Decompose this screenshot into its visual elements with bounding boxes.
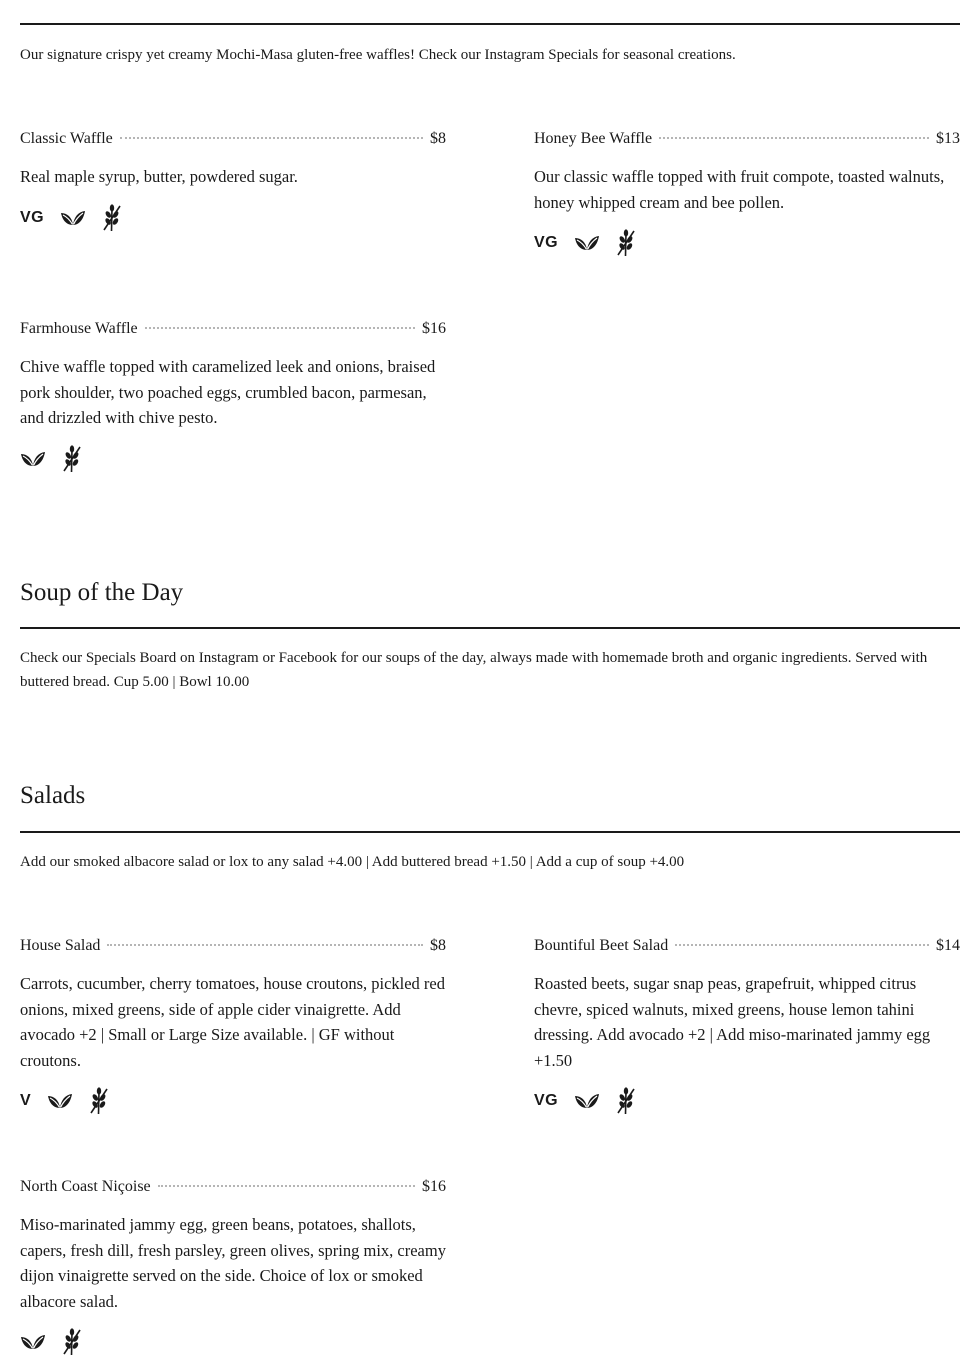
gluten-free-icon: [102, 204, 122, 232]
item-price: $8: [430, 130, 446, 147]
gluten-free-icon: [616, 229, 636, 257]
section-divider-soup: [20, 627, 960, 629]
item-name: House Salad: [20, 937, 101, 954]
dietary-icons: [534, 229, 960, 257]
item-description: Real maple syrup, butter, powdered sugar.: [20, 167, 298, 186]
item-price: $16: [422, 1178, 446, 1195]
soup-intro: Check our Specials Board on Instagram or Facebook for our soups of the day, always made with homemade broth and organic ingredients. Served with buttered bread. Cup 5.00 | Bowl 10.00: [20, 650, 928, 690]
section-divider-salads: [20, 831, 960, 833]
item-description: Miso-marinated jammy egg, green beans, potatoes, shallots, capers, fresh dill, fresh parsley, green olives, spring mix, creamy dijon vinaigrette served on the side. Choice of lox or smoked albacore salad.: [20, 1215, 446, 1311]
item-name: Honey Bee Waffle: [534, 130, 653, 147]
waffles-intro: Our signature crispy yet creamy Mochi-Masa gluten-free waffles! Check our Instagram Specials for seasonal creations.: [20, 47, 736, 63]
vegan-badge: V: [20, 1092, 32, 1109]
dietary-icons: [534, 1087, 960, 1115]
section-title-soup: Soup of the Day: [20, 579, 184, 606]
item-description: Our classic waffle topped with fruit compote, toasted walnuts, honey whipped cream and bee pollen.: [534, 167, 945, 212]
dietary-icons: [20, 1328, 446, 1356]
item-price: $14: [936, 937, 960, 954]
leaf-icon: [574, 1092, 600, 1110]
gluten-free-icon: [62, 1328, 82, 1356]
item-price: $16: [422, 320, 446, 337]
leaf-icon: [574, 234, 600, 252]
item-price: $13: [936, 130, 960, 147]
item-price: $8: [430, 937, 446, 954]
salads-intro: Add our smoked albacore salad or lox to any salad +4.00 | Add buttered bread +1.50 | Add a cup of soup +4.00: [20, 854, 685, 870]
dot-leader: [120, 137, 423, 139]
dot-leader: [158, 1185, 415, 1187]
leaf-icon: [60, 209, 86, 227]
item-name: Bountiful Beet Salad: [534, 937, 669, 954]
vegetarian-badge: VG: [534, 234, 559, 251]
item-description: Roasted beets, sugar snap peas, grapefruit, whipped citrus chevre, spiced walnuts, mixed greens, house lemon tahini dressing. Add avocado +2 | Add miso-marinated jammy egg +1.50: [534, 974, 931, 1070]
dot-leader: [145, 327, 415, 329]
leaf-icon: [47, 1092, 73, 1110]
dietary-icons: [20, 204, 446, 232]
section-title-salads: Salads: [20, 782, 86, 809]
section-divider-waffles: [20, 23, 960, 25]
leaf-icon: [20, 1333, 46, 1351]
vegetarian-badge: VG: [20, 208, 45, 226]
item-description: Carrots, cucumber, cherry tomatoes, house croutons, pickled red onions, mixed greens, side of apple cider vinaigrette. Add avocado +2 | Small or Large Size available. | GF without croutons.: [20, 974, 445, 1070]
menu-item-farmhouse-waffle: [20, 318, 446, 473]
item-name: Classic Waffle: [20, 130, 113, 147]
dot-leader: [107, 944, 423, 946]
gluten-free-icon: [89, 1087, 109, 1115]
menu-item-classic-waffle: [20, 128, 446, 232]
menu-item-honey-bee-waffle: [534, 128, 960, 257]
dot-leader: [675, 944, 929, 946]
menu-item-bountiful-beet-salad: [534, 935, 960, 1115]
gluten-free-icon: [62, 445, 82, 473]
item-description: Chive waffle topped with caramelized leek and onions, braised pork shoulder, two poached eggs, crumbled bacon, parmesan, and drizzled with chive pesto.: [20, 357, 436, 427]
leaf-icon: [20, 450, 46, 468]
dot-leader: [659, 137, 929, 139]
dietary-icons: [20, 445, 446, 473]
dietary-icons: [20, 1087, 446, 1115]
menu-item-north-coast-nicoise: [20, 1176, 446, 1356]
menu-item-house-salad: [20, 935, 446, 1115]
item-name: Farmhouse Waffle: [20, 320, 138, 337]
item-name: North Coast Niçoise: [20, 1178, 151, 1195]
gluten-free-icon: [616, 1087, 636, 1115]
vegetarian-badge: VG: [534, 1092, 559, 1109]
